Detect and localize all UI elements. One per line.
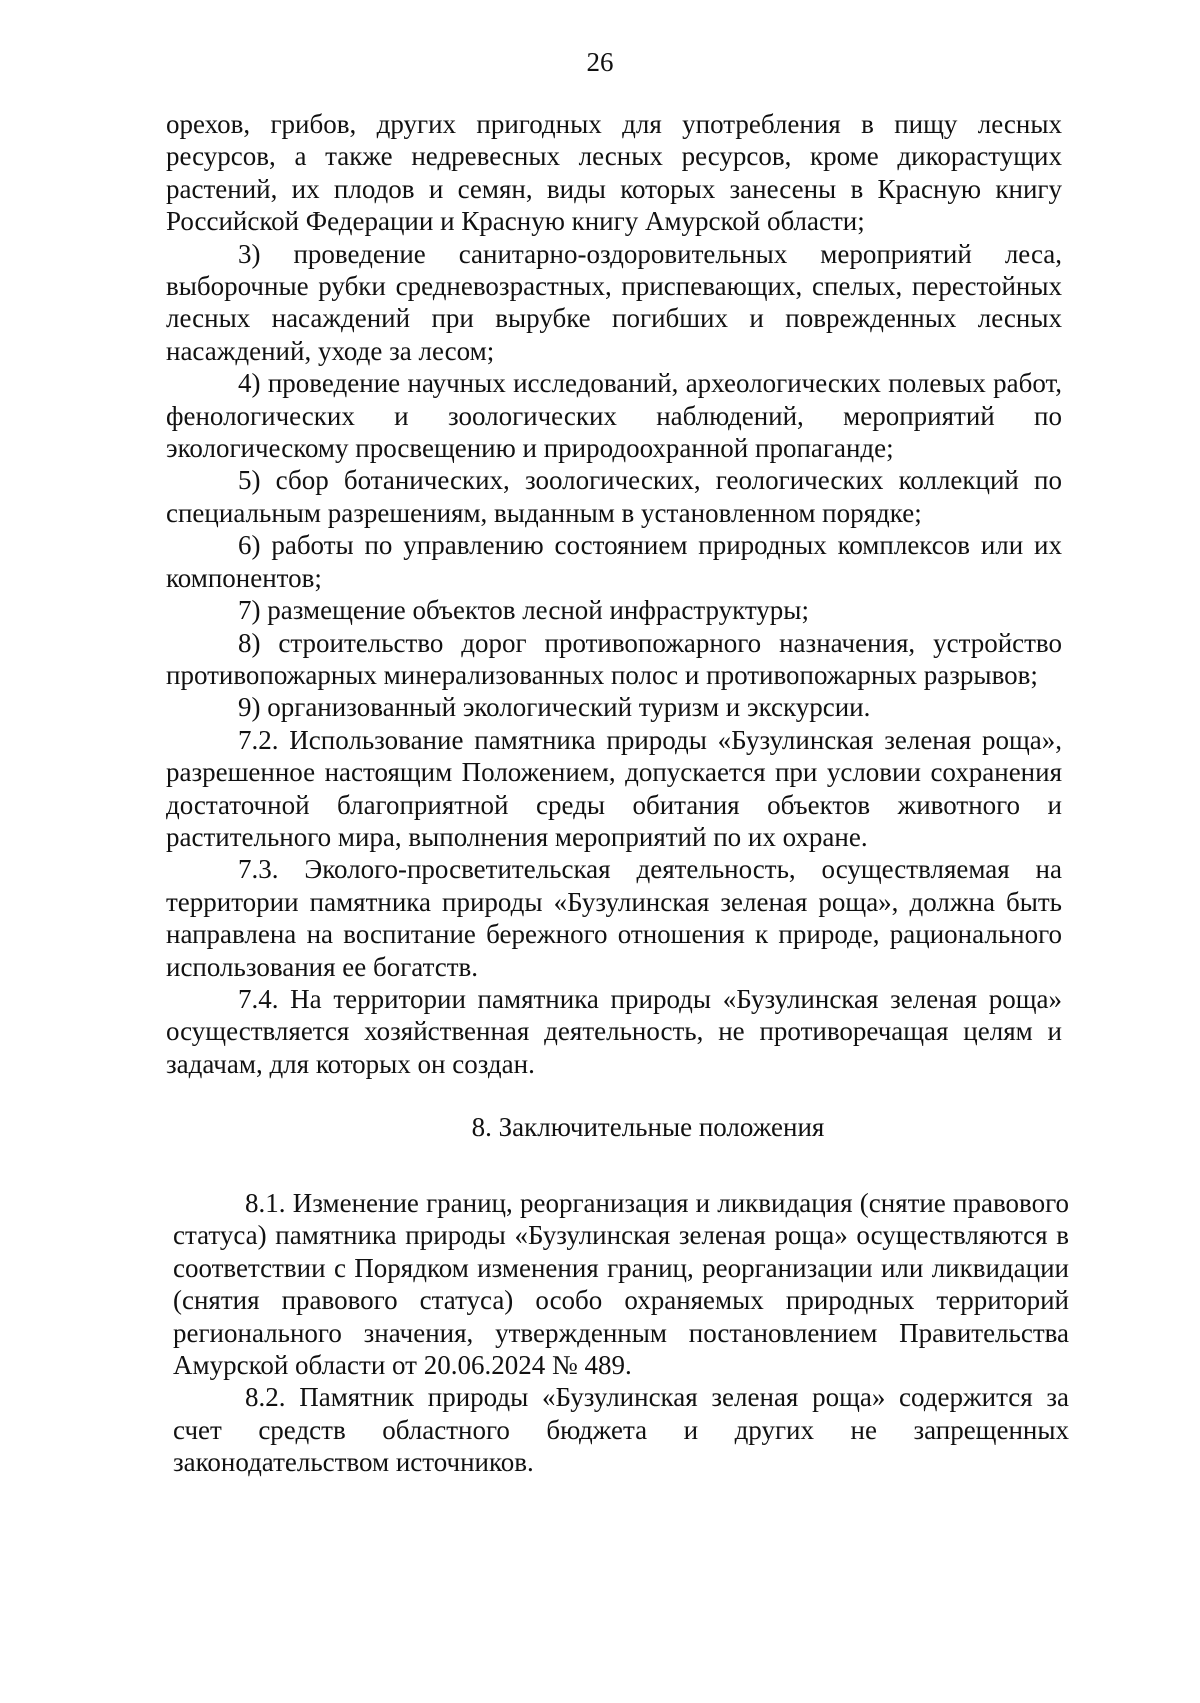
list-item-3: 3) проведение санитарно-оздоровительных мероприятий леса, выборочные рубки средневозрастных, приспевающих, спелых, перестойных лесных насаждений при вырубке погибших и поврежденных лесных насаждений, уходе за лесом; bbox=[166, 238, 1062, 366]
continuation-paragraph: орехов, грибов, других пригодных для употребления в пищу лесных ресурсов, а также недревесных лесных ресурсов, кроме дикорастущих растений, их плодов и семян, виды которых занесены в Красную книгу Российской Федерации и Красную книгу Амурской области; bbox=[166, 109, 1062, 237]
clause-7-2: 7.2. Использование памятника природы «Бузулинская зеленая роща», разрешенное настоящим Положением, допускается при условии сохранения достаточной благоприятной среды обитания объектов животного и растительного мира, выполнения мероприятий по их охране. bbox=[166, 724, 1062, 852]
clause-7-4: 7.4. На территории памятника природы «Бузулинская зеленая роща» осуществляется хозяйственная деятельность, не противоречащая целям и задачам, для которых он создан. bbox=[166, 983, 1062, 1079]
list-item-8: 8) строительство дорог противопожарного назначения, устройство противопожарных минерализованных полос и противопожарных разрывов; bbox=[166, 627, 1062, 690]
list-item-6: 6) работы по управлению состоянием природных комплексов или их компонентов; bbox=[166, 530, 1062, 593]
list-item-9: 9) организованный экологический туризм и экскурсии. bbox=[238, 692, 871, 723]
list-item-4: 4) проведение научных исследований, археологических полевых работ, фенологических и зоологических наблюдений, мероприятий по экологическому просвещению и природоохранной пропаганде; bbox=[166, 368, 1062, 464]
section-8-heading: 8. Заключительные положения bbox=[471, 1112, 825, 1142]
list-item-5: 5) сбор ботанических, зоологических, геологических коллекций по специальным разрешениям, выданным в установленном порядке; bbox=[166, 465, 1062, 528]
section-8-text bbox=[173, 1187, 1069, 1479]
page-number: 26 bbox=[586, 47, 614, 77]
list-item-7: 7) размещение объектов лесной инфраструктуры; bbox=[238, 595, 809, 626]
clause-8-1: 8.1. Изменение границ, реорганизация и ликвидация (снятие правового статуса) памятника природы «Бузулинская зеленая роща» осуществляются в соответствии с Порядком изменения границ, реорганизации или ликвидации (снятия правового статуса) особо охраняемых природных территорий регионального значения, утвержденным постановлением Правительства Амурской области от 20.06.2024 № 489. bbox=[173, 1188, 1069, 1381]
section-7-text bbox=[166, 108, 1062, 1080]
clause-7-3: 7.3. Эколого-просветительская деятельность, осуществляемая на территории памятника природы «Бузулинская зеленая роща», должна быть направлена на воспитание бережного отношения к природе, рационального использования ее богатств. bbox=[166, 854, 1062, 982]
clause-8-2: 8.2. Памятник природы «Бузулинская зеленая роща» содержится за счет средств областного бюджета и других не запрещенных законодательством источников. bbox=[173, 1382, 1069, 1478]
